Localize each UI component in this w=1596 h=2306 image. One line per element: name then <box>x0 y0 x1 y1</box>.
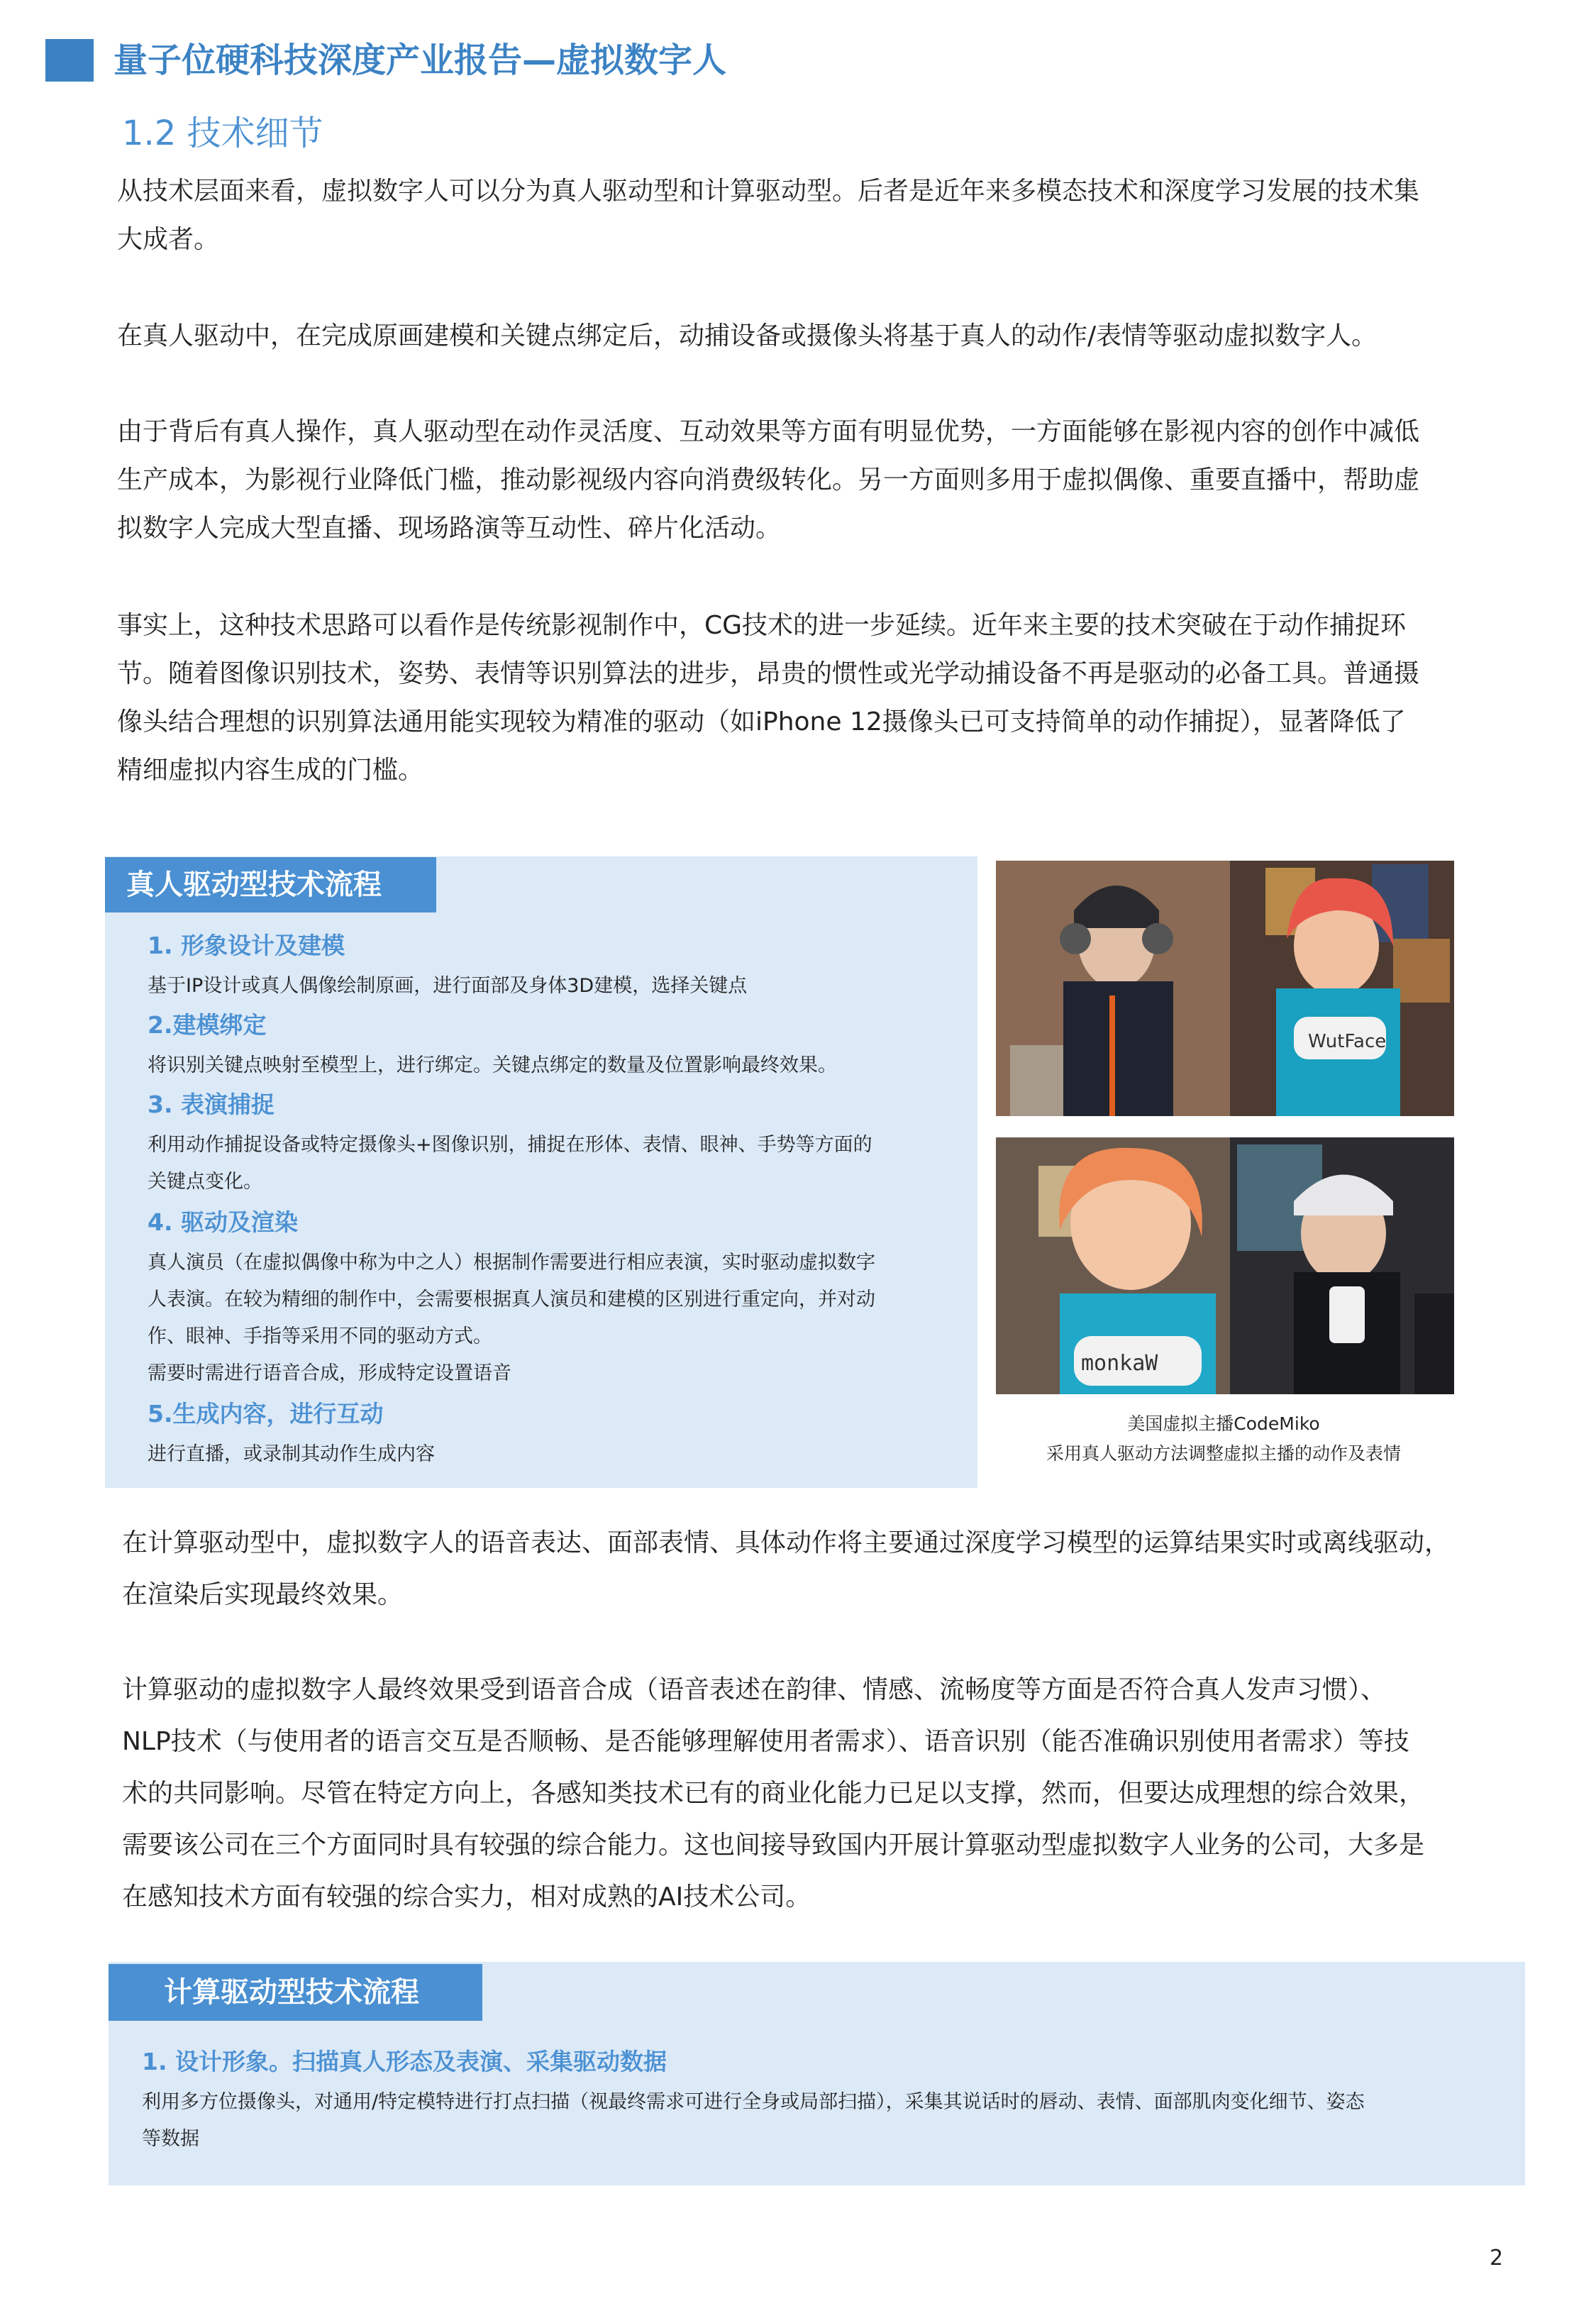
report-title: 量子位硬科技深度产业报告—虚拟数字人 <box>113 40 727 80</box>
compute-step-1-body: 利用多方位摄像头，对通用/特定模特进行打点扫描（视最终需求可进行全身或局部扫描），采集其说话时的唇动、表情、面部肌肉变化细节、姿态 等数据 <box>142 2091 1365 2150</box>
compute-driven-process-heading: 计算驱动型技术流程 <box>109 1964 482 2021</box>
compute-step-1-title: 1. 设计形象。扫描真人形态及表演、采集驱动数据 <box>142 2048 667 2075</box>
real-step-2-title: 2.建模绑定 <box>148 1011 267 1039</box>
real-step-4-body: 真人演员（在虚拟偶像中称为中之人）根据制作需要进行相应表演，实时驱动虚拟数字 人表演。在较为精细的制作中，会需要根据真人演员和建模的区别进行重定向，并对动 作、眼神、手指等采用不同的驱动方式。 需要时需进行语音合成，形成特定设置语音 <box>148 1252 875 1384</box>
shirt-text-top: WutFace <box>1308 1031 1387 1052</box>
real-step-2-body: 将识别关键点映射至模型上，进行绑定。关键点绑定的数量及位置影响最终效果。 <box>148 1054 837 1076</box>
real-step-5-body: 进行直播，或录制其动作生成内容 <box>148 1443 435 1465</box>
real-step-3-body: 利用动作捕捉设备或特定摄像头+图像识别，捕捉在形体、表情、眼神、手势等方面的 关键点变化。 <box>148 1134 872 1193</box>
real-driven-process-heading: 真人驱动型技术流程 <box>105 857 436 912</box>
intro-paragraph-2: 在真人驱动中，在完成原画建模和关键点绑定后，动捕设备或摄像头将基于真人的动作/表情等驱动虚拟数字人。 <box>117 321 1378 351</box>
compute-paragraph-1: 在计算驱动型中，虚拟数字人的语音表达、面部表情、具体动作将主要通过深度学习模型的运算结果实时或离线驱动， 在渲染后实现最终效果。 <box>122 1528 1451 1609</box>
intro-paragraph-1: 从技术层面来看，虚拟数字人可以分为真人驱动型和计算驱动型。后者是近年来多模态技术和深度学习发展的技术集 大成者。 <box>117 177 1420 254</box>
intro-paragraph-3: 由于背后有真人操作，真人驱动型在动作灵活度、互动效果等方面有明显优势，一方面能够在影视内容的创作中减低 生产成本，为影视行业降低门槛，推动影视级内容向消费级转化。另一方面则多用于虚拟偶像、重要直播中，帮助虚 拟数字人完成大型直播、现场路演等互动性、碎片化活动。 <box>117 417 1420 543</box>
header-accent-square <box>45 39 94 82</box>
compute-paragraph-2: 计算驱动的虚拟数字人最终效果受到语音合成（语音表述在韵律、情感、流畅度等方面是否符合真人发声习惯）、 NLP技术（与使用者的语言交互是否顺畅、是否能够理解使用者需求）、语音识别（能否准确识别使用者需求）等技 术的共同影响。尽管在特定方向上，各感知类技术已有的商业化能力已足以支撑，然而，但要达成理想的综合效果， 需要该公司在三个方面同时具有较强的综合能力。这也间接导致国内开展计算驱动型虚拟数字人业务的公司，大多是 在感知技术方面有较强的综合实力，相对成熟的AI技术公司。 <box>122 1675 1425 1911</box>
real-step-5-title: 5.生成内容，进行互动 <box>148 1400 384 1428</box>
real-step-1-body: 基于IP设计或真人偶像绘制原画，进行面部及身体3D建模，选择关键点 <box>148 975 748 997</box>
page-number: 2 <box>1490 2246 1504 2271</box>
intro-paragraph-4: 事实上，这种技术思路可以看作是传统影视制作中，CG技术的进一步延续。近年来主要的技术突破在于动作捕捉环 节。随着图像识别技术，姿势、表情等识别算法的进步，昂贵的惯性或光学动捕设备不再是驱动的必备工具。普通摄 像头结合理想的识别算法通用能实现较为精准的驱动（如iPhone 12摄像头已可支持简单的动作捕捉），显著降低了 精细虚拟内容生成的门槛。 <box>117 611 1420 785</box>
codemiko-photo-top <box>996 861 1454 1116</box>
real-step-1-title: 1. 形象设计及建模 <box>148 932 345 959</box>
real-step-4-title: 4. 驱动及渲染 <box>148 1208 298 1236</box>
codemiko-photo-bottom <box>996 1137 1454 1394</box>
photo-caption: 美国虚拟主播CodeMiko 采用真人驱动方法调整虚拟主播的动作及表情 <box>1046 1413 1401 1464</box>
shirt-text-bottom: monkaW <box>1081 1351 1158 1376</box>
real-step-3-title: 3. 表演捕捉 <box>148 1091 275 1118</box>
section-title: 1.2 技术细节 <box>122 114 323 153</box>
